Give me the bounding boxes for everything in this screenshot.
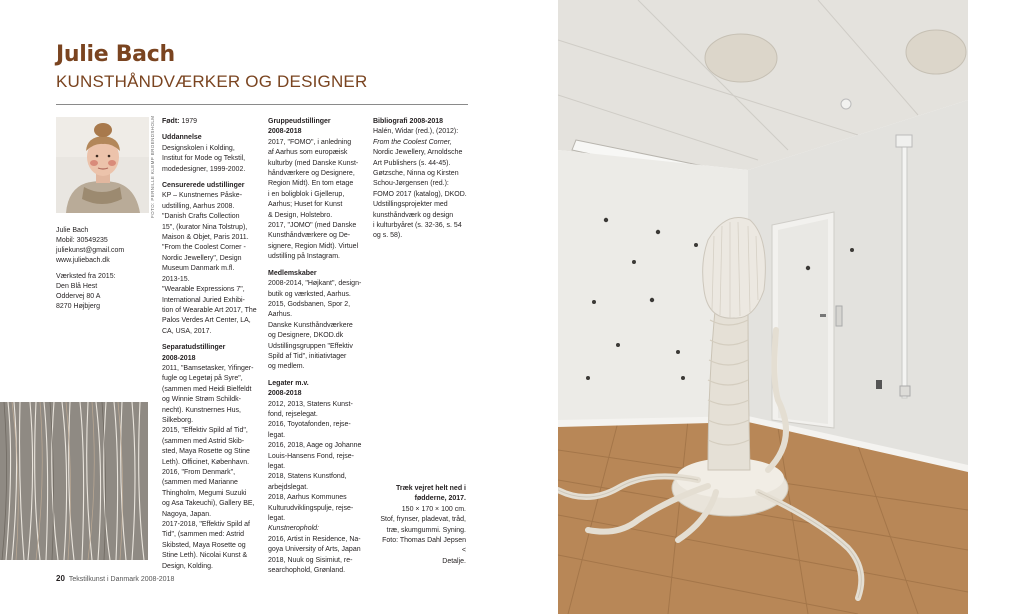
solo-list bbox=[162, 364, 262, 572]
text-line: arbejdslegat. bbox=[268, 483, 309, 491]
contact-mobile: Mobil: 30549235 bbox=[56, 237, 108, 244]
text-line: necht). Kunstnernes Hus, bbox=[162, 406, 241, 414]
text-line: 2008-2014, "Højkant", design- bbox=[268, 280, 362, 288]
text-line: 2018, Aarhus Kommunes bbox=[268, 494, 347, 502]
text-line: Institut for Mode og Tekstil, bbox=[162, 155, 246, 163]
residence-list bbox=[268, 535, 368, 577]
text-line: 2017, "JOMO" (med Danske bbox=[268, 222, 357, 230]
text-line: 2016, 2018, Aage og Johanne bbox=[268, 442, 362, 450]
text-line: og Designere, DKOD.dk bbox=[268, 332, 344, 340]
text-line: Silkeborg. bbox=[162, 416, 194, 424]
text-line: Stine Leth). Nicolai Kunst & bbox=[162, 552, 248, 560]
text-line: fond, rejselegat. bbox=[268, 410, 318, 418]
text-line: 2018, Nuuk og Sisimiut, re- bbox=[268, 556, 353, 564]
photo-credit: FOTO: PERNILLE KLEMP BROENDSHOLM bbox=[150, 115, 155, 218]
text-line: legat. bbox=[268, 515, 286, 523]
education-heading: Uddannelse bbox=[162, 134, 202, 142]
text-line: Museum Danmark m.fl. bbox=[162, 265, 235, 273]
member-heading: Medlemskaber bbox=[268, 269, 317, 277]
caption-detail-label: Detalje. bbox=[442, 557, 466, 565]
text-line: kulturby (med Danske Kunst- bbox=[268, 159, 359, 167]
text-line: udstilling på Instagram. bbox=[268, 253, 340, 261]
biblio-list-2 bbox=[373, 148, 471, 242]
contact-block bbox=[56, 226, 156, 312]
text-line: (sammen med Astrid Skib- bbox=[162, 437, 245, 445]
member-list bbox=[268, 279, 368, 373]
text-line: 2016, "From Denmark", bbox=[162, 469, 236, 476]
grants-heading: Legater m.v. bbox=[268, 379, 309, 387]
studio-street: Oddervej 80 A bbox=[56, 293, 101, 300]
text-line: 150 × 170 × 100 cm. bbox=[401, 505, 466, 513]
text-line: tion of Wearable Art 2017, The bbox=[162, 306, 257, 314]
text-line: i en boligblok i Gjellerup, bbox=[268, 190, 345, 198]
text-line: Halén, Widar (red.), (2012): bbox=[373, 128, 459, 136]
page-title: Julie Bach bbox=[56, 42, 175, 67]
studio-since: Værksted fra 2015: bbox=[56, 273, 116, 280]
text-line: Tid", (sammen med: Astrid bbox=[162, 531, 244, 539]
text-line: FOMO 2017 (katalog), DKOD. bbox=[373, 190, 467, 198]
text-line: & Design, Holstebro. bbox=[268, 211, 333, 219]
caption-title bbox=[370, 484, 466, 505]
text-line: Palos Verdes Art Center, LA, bbox=[162, 317, 251, 325]
censored-heading: Censurerede udstillinger bbox=[162, 182, 245, 190]
text-line: signere, Region Midt). Virtuel bbox=[268, 242, 359, 250]
text-line: CA, USA, 2017. bbox=[162, 327, 212, 335]
born-year: 1979 bbox=[181, 118, 198, 125]
text-line: "From the Coolest Corner - bbox=[162, 244, 246, 252]
censored-list bbox=[162, 191, 262, 337]
text-line: 2017, "FOMO", i anledning bbox=[268, 138, 352, 146]
text-line: Nagoya, Japan. bbox=[162, 510, 212, 518]
biblio-list bbox=[373, 127, 471, 137]
text-line: Udstillingsprojekter med bbox=[373, 201, 448, 209]
publication-name: Tekstilkunst i Danmark 2008-2018 bbox=[68, 576, 175, 583]
text-line: goya University of Arts, Japan bbox=[268, 546, 361, 554]
text-line: fugle og Legetøj på Syre", bbox=[162, 375, 243, 383]
text-line: og medlem. bbox=[268, 363, 305, 371]
text-line: "Wearable Expressions 7", bbox=[162, 286, 245, 294]
group-heading: Gruppeudstillinger bbox=[268, 118, 331, 125]
biblio-heading: Bibliografi 2008-2018 bbox=[373, 118, 444, 125]
text-line: Region Midt). En tom etage bbox=[268, 180, 354, 188]
studio-city: 8270 Højbjerg bbox=[56, 303, 100, 310]
text-line: af Aarhus som europæisk bbox=[268, 149, 348, 157]
text-line: Gøtzsche, Ninna og Kirsten bbox=[373, 170, 459, 178]
text-line: Stof, frynser, pladevat, tråd, bbox=[380, 516, 466, 524]
artist-portrait bbox=[56, 117, 149, 213]
contact-website[interactable]: www.juliebach.dk bbox=[56, 257, 110, 264]
text-line: Kunsthåndværkere og De- bbox=[268, 232, 351, 240]
text-line: i kulturbyåret (s. 32-36, s. 54 bbox=[373, 222, 462, 230]
text-line: Thingholm, Megumi Suzuki bbox=[162, 489, 247, 497]
text-line: Art Publishers (s. 44-45). bbox=[373, 159, 451, 167]
text-line: og Winnie Strøm Schildk- bbox=[162, 396, 241, 404]
text-line: Træk vejret helt ned i bbox=[395, 485, 466, 492]
group-list bbox=[268, 138, 368, 263]
cv-column-3 bbox=[373, 117, 471, 242]
text-line: Foto: Thomas Dahl Jepsen bbox=[382, 537, 466, 545]
text-line: Louis-Hansens Fond, rejse- bbox=[268, 452, 354, 460]
text-line: 2016, Toyotafonden, rejse- bbox=[268, 421, 351, 429]
text-line: 2012, 2013, Statens Kunst- bbox=[268, 400, 353, 408]
text-line: "Danish Crafts Collection bbox=[162, 213, 240, 221]
text-line: og Asa Takeuchi), Gallery BE, bbox=[162, 500, 255, 508]
grants-list bbox=[268, 400, 368, 525]
page-subtitle: KUNSTHÅNDVÆRKER OG DESIGNER bbox=[56, 72, 368, 91]
text-line: legat. bbox=[268, 463, 286, 470]
text-line: Leth). Officinet, København. bbox=[162, 458, 250, 466]
text-line: Maison & Objet, Paris 2011. bbox=[162, 234, 249, 242]
studio-name: Den Blå Hest bbox=[56, 283, 98, 290]
text-line: Skibsted, Maya Rosette og bbox=[162, 541, 246, 549]
text-line: Nordic Jewellery, Arnoldsche bbox=[373, 149, 463, 157]
text-line: (sammen med Marianne bbox=[162, 479, 238, 487]
installation-photo bbox=[558, 0, 968, 614]
text-line: og s. 58). bbox=[373, 232, 403, 240]
text-line: searchophold, Grønland. bbox=[268, 567, 346, 575]
text-line: udstilling, Aarhus 2008. bbox=[162, 202, 235, 210]
solo-heading: Separatudstillinger bbox=[162, 344, 226, 352]
text-line: Aarhus. bbox=[268, 311, 293, 319]
divider bbox=[56, 104, 468, 105]
text-line: 2018, Statens Kunstfond, bbox=[268, 473, 347, 481]
text-line: fødderne, 2017. bbox=[414, 495, 466, 503]
text-line: sted, Maya Rosette og Stine bbox=[162, 448, 250, 456]
text-line: 2013-15. bbox=[162, 275, 190, 283]
page-number: 20 bbox=[56, 574, 65, 583]
text-line: håndværkere og Designere, bbox=[268, 170, 355, 178]
right-margin bbox=[968, 0, 1024, 614]
cv-column-1 bbox=[162, 117, 262, 572]
biblio-italic: From the Coolest Corner, bbox=[373, 138, 452, 146]
text-line: 2017-2018, "Effektiv Spild af bbox=[162, 521, 250, 529]
cv-column-2 bbox=[268, 117, 368, 576]
text-line: Nordic Jewellery", Design bbox=[162, 254, 242, 262]
text-line: Designskolen i Kolding, bbox=[162, 144, 235, 152]
grants-period: 2008-2018 bbox=[268, 390, 302, 398]
text-line: Danske Kunsthåndværkere bbox=[268, 321, 353, 329]
residence-heading: Kunstnerophold: bbox=[268, 525, 319, 533]
group-period: 2008-2018 bbox=[268, 128, 302, 136]
detail-photo bbox=[0, 402, 148, 560]
text-line: 2011, "Bamsetasker, Yifinger- bbox=[162, 364, 254, 372]
artwork-caption bbox=[370, 484, 466, 567]
text-line: 2016, Artist in Residence, Na- bbox=[268, 535, 361, 543]
text-line: (sammen med Heidi Bielfeldt bbox=[162, 385, 252, 393]
solo-period: 2008-2018 bbox=[162, 354, 196, 362]
born-label: Født: bbox=[162, 118, 180, 125]
education-list bbox=[162, 144, 262, 175]
contact-name: Julie Bach bbox=[56, 227, 89, 234]
text-line: Udstillingsgruppen "Effektiv bbox=[268, 342, 353, 350]
text-line: Aarhus; Huset for Kunst bbox=[268, 201, 343, 209]
text-line: International Juried Exhibi- bbox=[162, 296, 245, 304]
text-line: modedesigner, 1999-2002. bbox=[162, 165, 246, 173]
text-line: kunsthåndværk og design bbox=[373, 211, 454, 219]
text-line: KP – Kunstnernes Påske- bbox=[162, 192, 243, 200]
text-line: Spild af Tid", initiativtager bbox=[268, 352, 347, 360]
text-line: Schou-Jørgensen (red.): bbox=[373, 180, 449, 188]
text-line: Kulturudviklingspulje, rejse- bbox=[268, 504, 354, 512]
caption-arrow: < bbox=[461, 547, 466, 555]
text-line: træ, skumgummi. Syning. bbox=[386, 526, 466, 534]
text-line: butik og værksted, Aarhus. bbox=[268, 290, 351, 298]
contact-email[interactable]: juliekunst@gmail.com bbox=[56, 247, 125, 254]
text-line: 2015, "Effektiv Spild af Tid", bbox=[162, 427, 248, 435]
text-line: legat. bbox=[268, 431, 286, 439]
text-line: Design, Kolding. bbox=[162, 562, 213, 570]
page-footer bbox=[56, 574, 174, 583]
text-line: 2015, Godsbanen, Spor 2, bbox=[268, 300, 351, 308]
caption-details bbox=[370, 505, 466, 547]
text-line: 15", (kurator Nina Tolstrup), bbox=[162, 223, 248, 231]
